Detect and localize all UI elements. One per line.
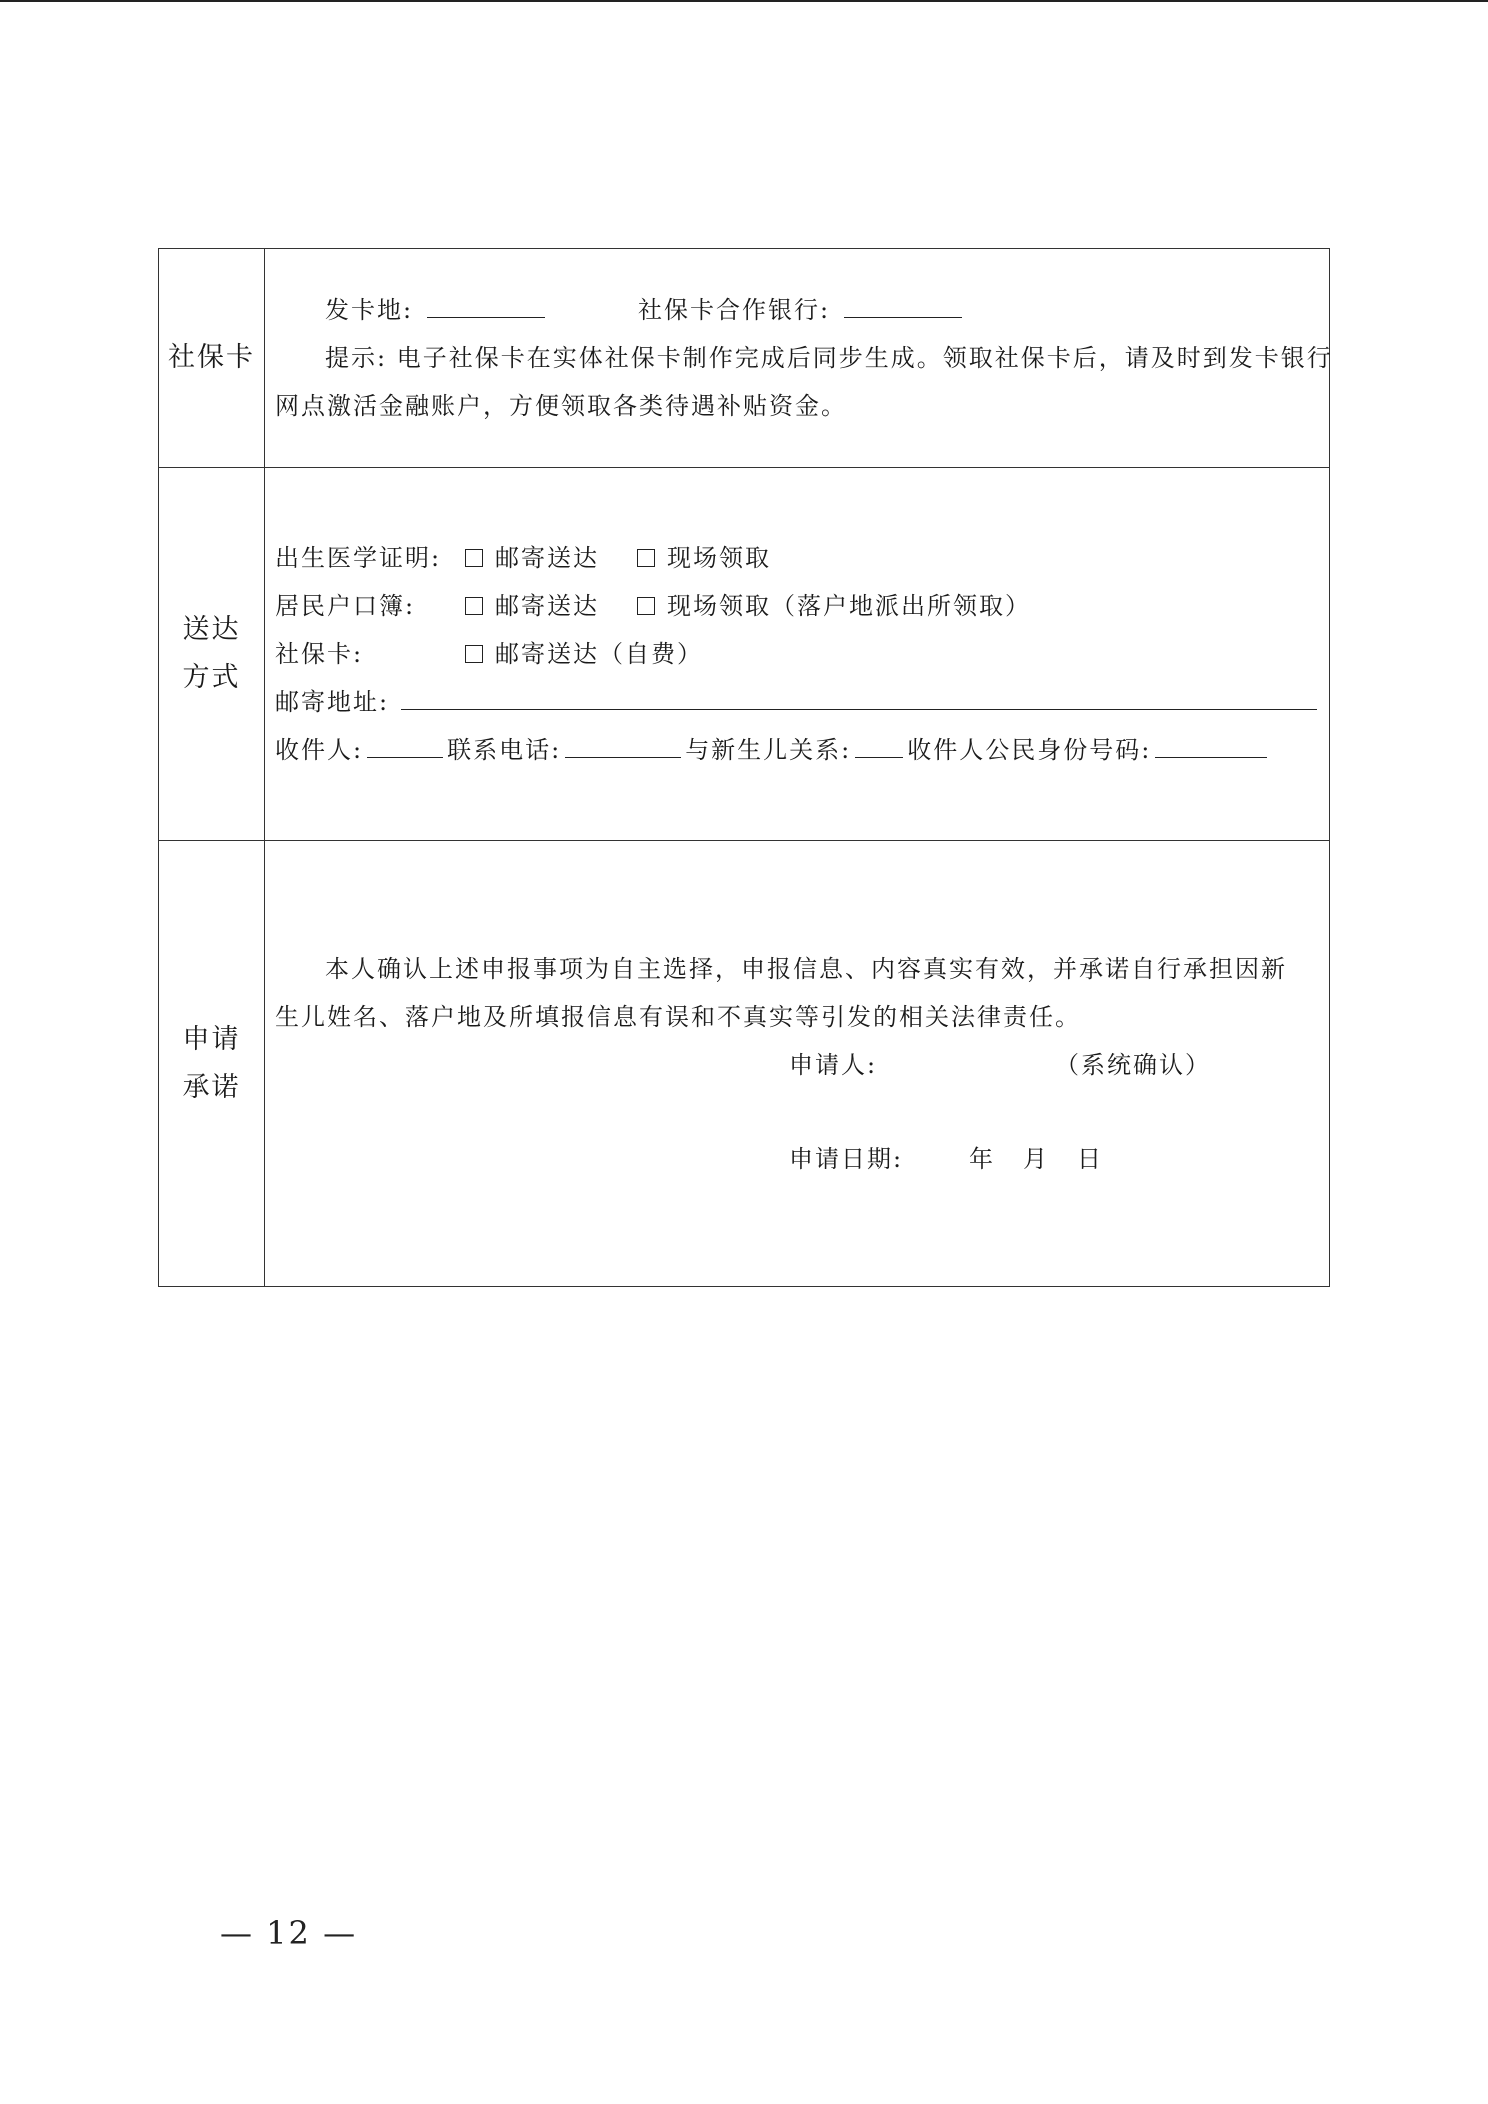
issue-place-label: 发卡地: <box>325 296 414 324</box>
hukou-onsite-option: 现场领取（落户地派出所领取） <box>667 592 1031 620</box>
hukou-label: 居民户口簿: <box>275 592 416 620</box>
pledge-text-line2: 生儿姓名、落户地及所填报信息有误和不真实等引发的相关法律责任。 <box>275 1002 1081 1031</box>
bank-field[interactable] <box>844 287 962 318</box>
birth-cert-label: 出生医学证明: <box>275 544 442 572</box>
birth-cert-mail-option: 邮寄送达 <box>495 544 599 572</box>
card-mail-checkbox[interactable] <box>465 645 483 663</box>
application-form-table <box>158 248 1333 1287</box>
recipient-label: 收件人: <box>275 736 364 764</box>
phone-label: 联系电话: <box>447 736 562 764</box>
hukou-mail-checkbox[interactable] <box>465 597 483 615</box>
hukou-onsite-checkbox[interactable] <box>637 597 655 615</box>
id-field[interactable] <box>1155 727 1267 758</box>
recipient-field[interactable] <box>367 727 443 758</box>
delivery-label-line2: 方式 <box>182 662 241 693</box>
pledge-content <box>265 841 1330 1287</box>
card-tip-line2: 网点激活金融账户，方便领取各类待遇补贴资金。 <box>275 392 847 420</box>
delivery-content <box>265 468 1330 841</box>
year-text: 年 <box>969 1144 995 1173</box>
birth-cert-onsite-checkbox[interactable] <box>637 549 655 567</box>
address-line <box>275 678 1321 726</box>
recipient-line <box>275 726 1321 774</box>
applicant-line <box>789 1041 1321 1089</box>
delivery-label <box>159 468 265 841</box>
card-mail-option: 邮寄送达（自费） <box>495 640 703 668</box>
hukou-mail-option: 邮寄送达 <box>495 592 599 620</box>
apply-date-label: 申请日期: <box>789 1144 904 1173</box>
address-field[interactable] <box>401 679 1317 710</box>
applicant-label: 申请人: <box>789 1050 878 1079</box>
top-border-rule <box>0 0 1488 2</box>
card-tip-line1: 提示: 电子社保卡在实体社保卡制作完成后同步生成。领取社保卡后，请及时到发卡银行 <box>325 344 1333 372</box>
birth-cert-line <box>275 534 1321 582</box>
birth-cert-mail-checkbox[interactable] <box>465 549 483 567</box>
delivery-label-line1: 送达 <box>182 614 241 645</box>
id-label: 收件人公民身份号码: <box>907 736 1152 764</box>
relation-field[interactable] <box>855 727 903 758</box>
social-card-row <box>159 249 1330 468</box>
address-label: 邮寄地址: <box>275 688 390 716</box>
social-card-content <box>265 249 1333 468</box>
pledge-label <box>159 841 265 1287</box>
social-card-label: 社保卡 <box>159 249 265 468</box>
month-text: 月 <box>1023 1144 1049 1173</box>
system-confirm-text: （系统确认） <box>1055 1050 1211 1079</box>
relation-label: 与新生儿关系: <box>685 736 852 764</box>
hukou-line <box>275 582 1321 630</box>
apply-date-line <box>789 1135 1321 1183</box>
page-number: — 12 — <box>220 1914 358 1952</box>
bank-label: 社保卡合作银行: <box>638 296 831 324</box>
card-delivery-line <box>275 630 1321 678</box>
pledge-label-line1: 申请 <box>182 1023 241 1055</box>
day-text: 日 <box>1077 1144 1103 1173</box>
pledge-row <box>159 841 1330 1287</box>
pledge-text-line1: 本人确认上述申报事项为自主选择，申报信息、内容真实有效，并承诺自行承担因新 <box>325 954 1287 983</box>
birth-cert-onsite-option: 现场领取 <box>667 544 771 572</box>
delivery-row <box>159 468 1330 841</box>
phone-field[interactable] <box>565 727 681 758</box>
card-delivery-label: 社保卡: <box>275 640 364 668</box>
card-issue-line <box>275 286 1321 334</box>
pledge-label-line2: 承诺 <box>182 1071 241 1103</box>
issue-place-field[interactable] <box>427 287 545 318</box>
